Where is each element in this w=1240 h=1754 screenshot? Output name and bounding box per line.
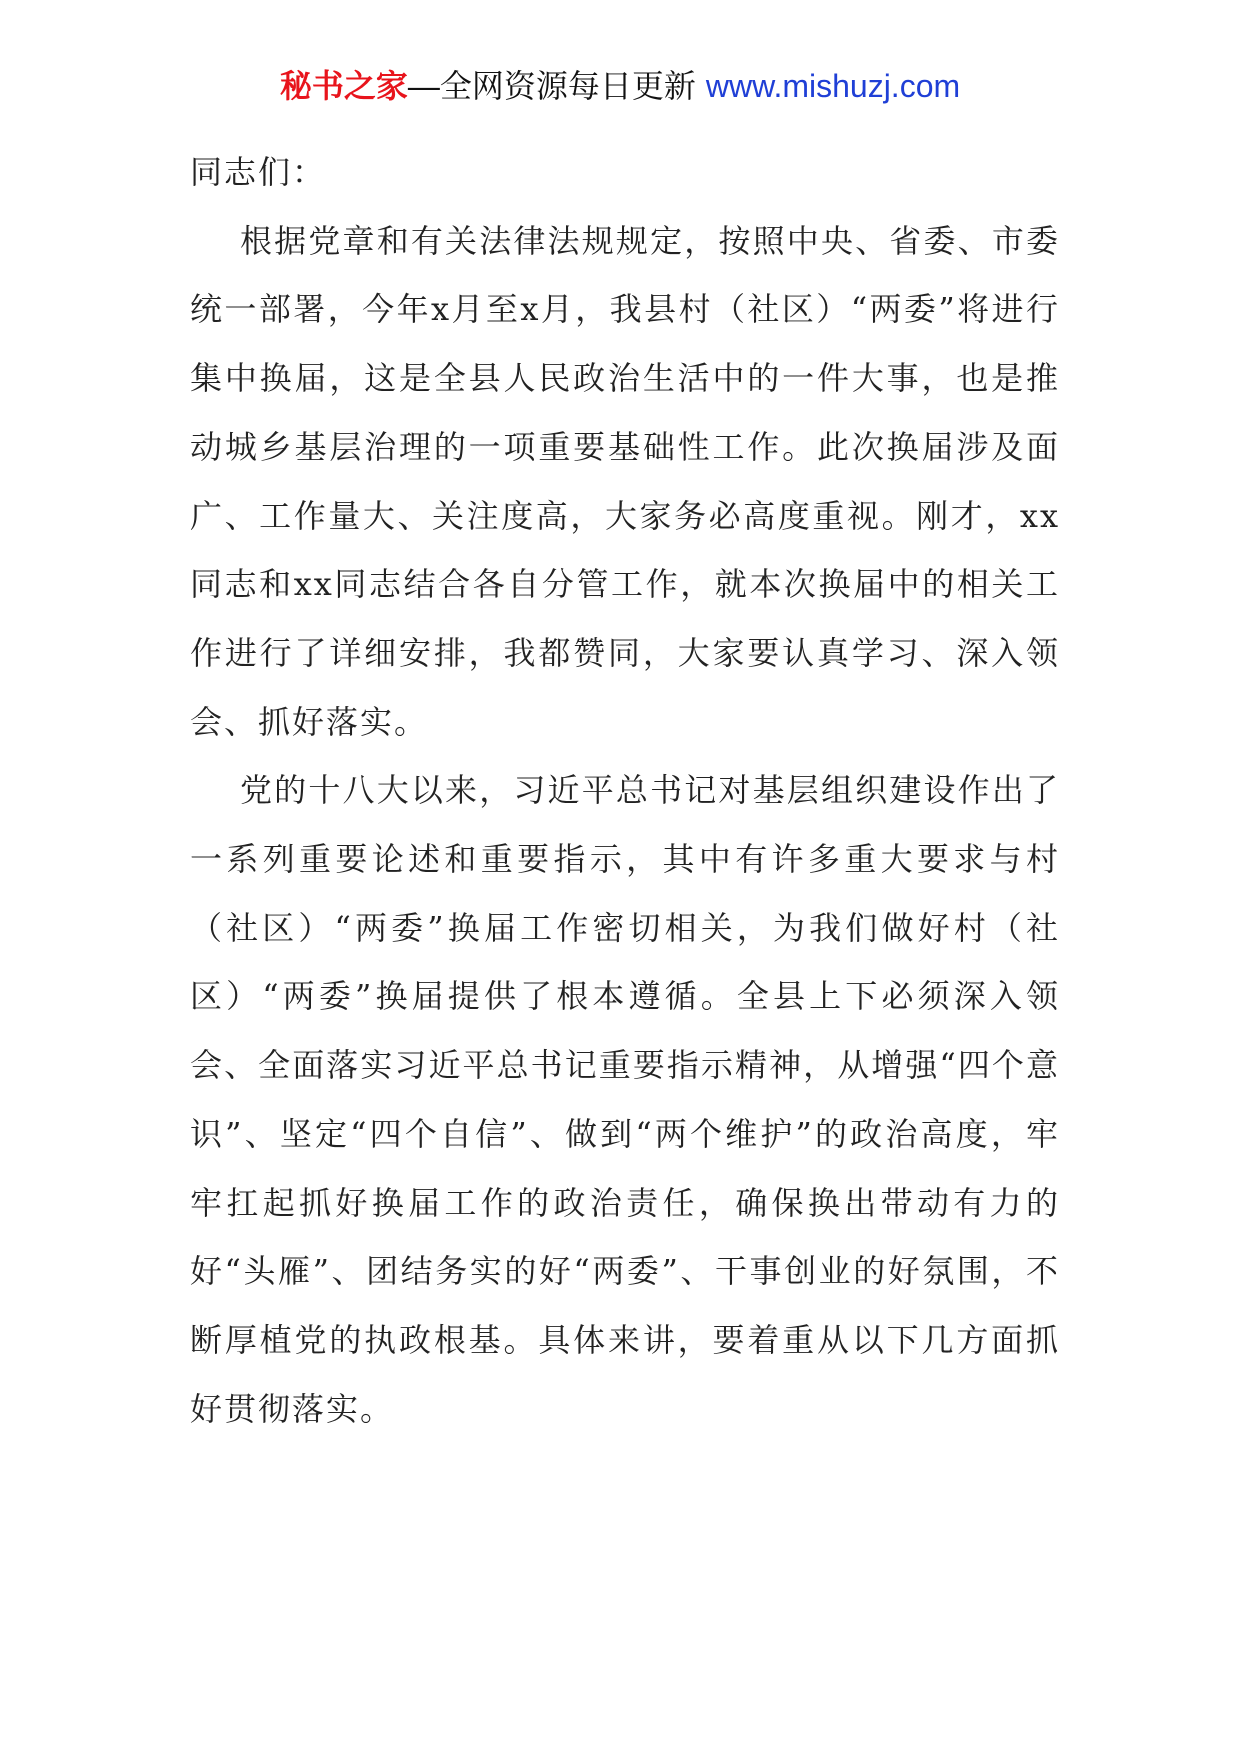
site-url-link[interactable]: www.mishuzj.com xyxy=(705,68,961,104)
document-body xyxy=(190,138,1060,1443)
brand-name: 秘书之家 xyxy=(279,68,408,104)
paragraph-2: 党的十八大以来，习近平总书记对基层组织建设作出了一系列重要论述和重要指示，其中有许多重大要求与村（社区）“两委”换届工作密切相关，为我们做好村（社区）“两委”换届提供了根本遵循。全县上下必须深入领会、全面落实习近平总书记重要指示精神，从增强“四个意识”、坚定“四个自信”、做到“两个维护”的政治高度，牢牢扛起抓好换届工作的政治责任，确保换出带动有力的好“头雁”、团结务实的好“两委”、干事创业的好氛围，不断厚植党的执政根基。具体来讲，要着重从以下几方面抓好贯彻落实。 xyxy=(190,771,1060,1428)
site-banner xyxy=(0,66,1240,106)
banner-tagline: —全网资源每日更新 xyxy=(407,68,696,104)
salutation: 同志们： xyxy=(190,153,327,191)
paragraph-1: 根据党章和有关法律法规规定，按照中央、省委、市委统一部署，今年x月至x月，我县村（社区）“两委”将进行集中换届，这是全县人民政治生活中的一件大事，也是推动城乡基层治理的一项重要基础性工作。此次换届涉及面广、工作量大、关注度高，大家务必高度重视。刚才，xx同志和xx同志结合各自分管工作，就本次换届中的相关工作进行了详细安排，我都赞同，大家要认真学习、深入领会、抓好落实。 xyxy=(190,221,1060,741)
